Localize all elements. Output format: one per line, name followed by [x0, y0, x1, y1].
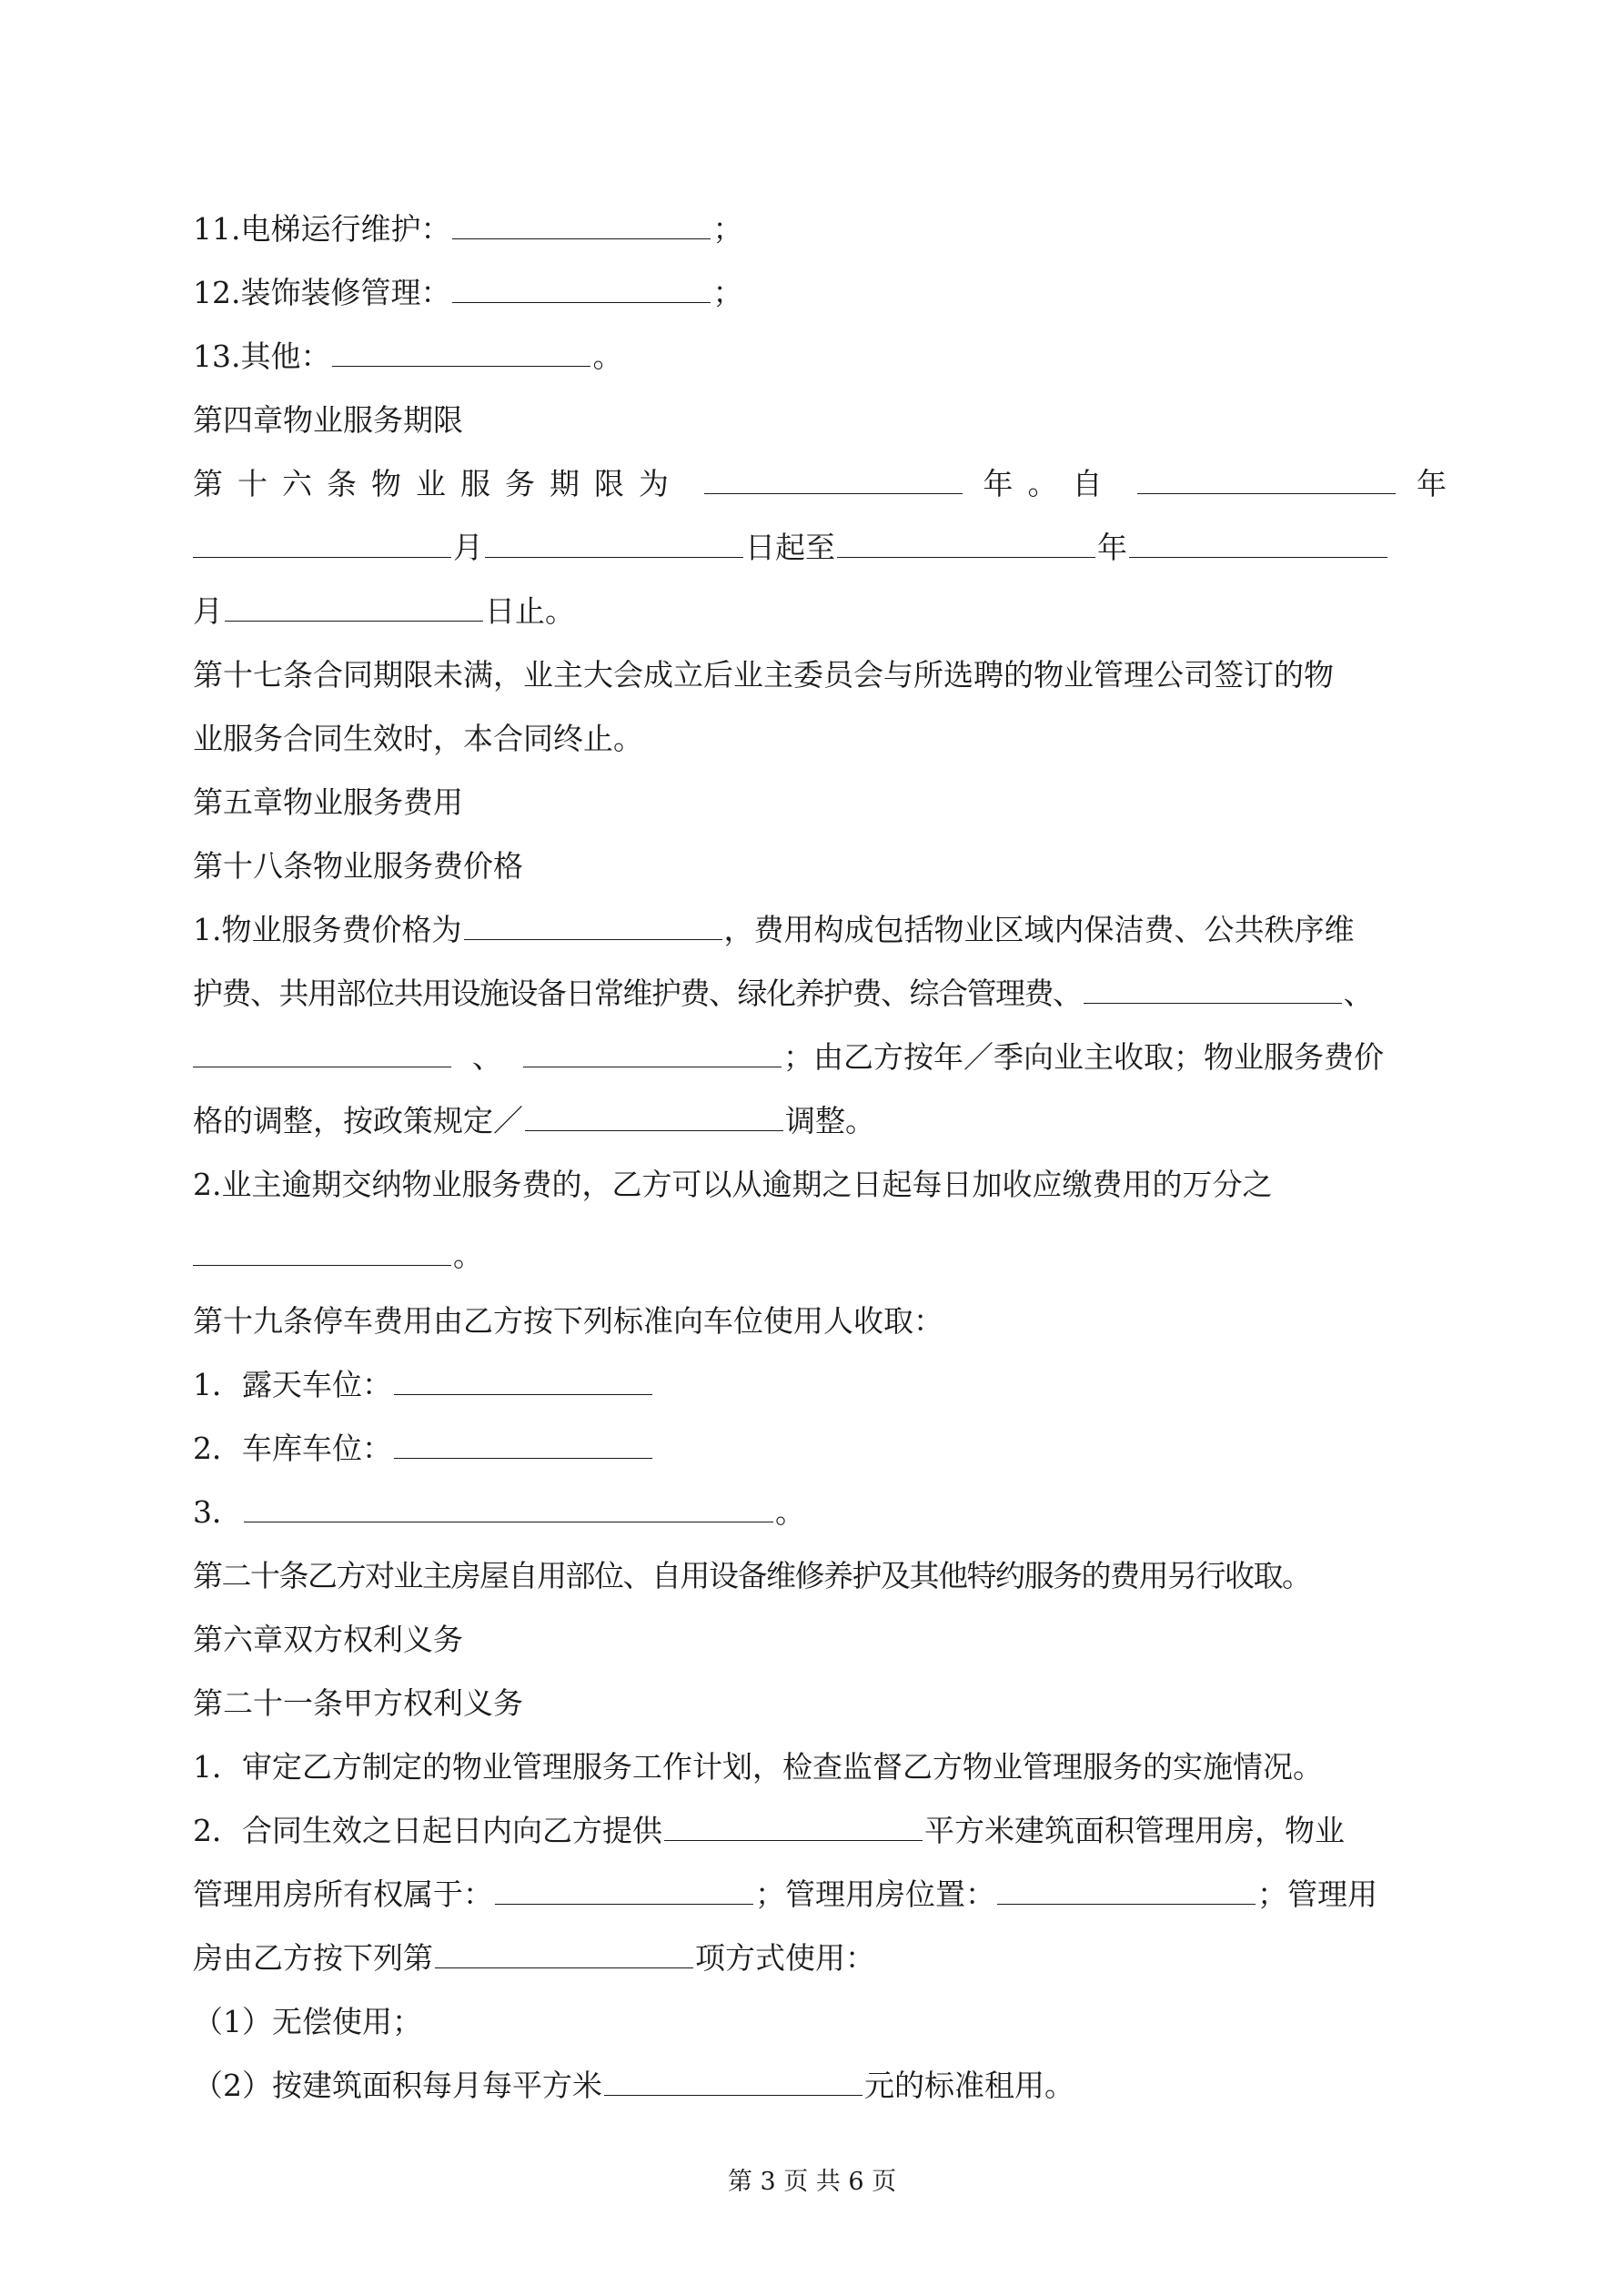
option-2: （2）按建筑面积每月每平方米 元的标准租用。 — [193, 2068, 1074, 2103]
blank-line[interactable] — [394, 1367, 652, 1395]
blank-line[interactable] — [525, 1103, 783, 1131]
option-1: （1）无偿使用； — [193, 2004, 422, 2039]
article-18-item-1-line-2: 护费、共用部位共用设施设备日常维护费、绿化养护费、综合管理费、 、 — [193, 976, 1374, 1011]
blank-line[interactable] — [1137, 466, 1396, 494]
article-18-item-2-line-1: 2.业主逾期交纳物业服务费的，乙方可以从逾期之日起每日加收应缴费用的万分之 — [193, 1167, 1273, 1202]
article-21-item-2-line-1: 2．合同生效之日起日内向乙方提供 平方米建筑面积管理用房，物业 — [193, 1813, 1345, 1848]
blank-line[interactable] — [485, 530, 743, 558]
chapter-5-heading: 第五章物业服务费用 — [193, 784, 463, 820]
parking-item-2: 2．车库车位： — [193, 1431, 1447, 1467]
blank-line[interactable] — [523, 1039, 782, 1067]
article-21-item-2-line-2: 管理用房所有权属于： ；管理用房位置： ；管理用 — [193, 1876, 1377, 1912]
article-17-line-2: 业服务合同生效时，本合同终止。 — [193, 721, 643, 756]
clause-11: 11.电梯运行维护： ； — [193, 211, 743, 247]
blank-line[interactable] — [604, 2068, 862, 2096]
chapter-4-heading: 第四章物业服务期限 — [193, 402, 463, 438]
page-number: 第 3 页 共 6 页 — [727, 2168, 897, 2196]
article-18-heading: 第十八条物业服务费价格 — [193, 848, 523, 884]
article-18-item-2-line-2: 。 — [193, 1238, 1447, 1274]
article-16-line-3: 月 日止。 — [193, 593, 575, 629]
blank-line[interactable] — [664, 1813, 923, 1841]
article-18-item-1-line-3: 、 ；由乙方按年／季向业主收取；物业服务费价 — [193, 1039, 1447, 1076]
blank-line[interactable] — [997, 1876, 1256, 1905]
blank-line[interactable] — [225, 593, 483, 622]
blank-line[interactable] — [495, 1876, 753, 1905]
blank-line[interactable] — [193, 1039, 451, 1067]
article-20: 第二十条乙方对业主房屋自用部位、自用设备维修养护及其他特约服务的费用另行收取。 — [193, 1558, 1311, 1593]
blank-line[interactable] — [193, 1238, 451, 1266]
parking-item-1: 1．露天车位： — [193, 1367, 1447, 1403]
article-18-item-1-line-4: 格的调整，按政策规定／ 调整。 — [193, 1103, 875, 1138]
clause-13: 13.其他： 。 — [193, 339, 623, 374]
chapter-6-heading: 第六章双方权利义务 — [193, 1622, 463, 1657]
blank-line[interactable] — [704, 466, 963, 494]
blank-line[interactable] — [452, 275, 711, 303]
blank-line[interactable] — [435, 1940, 693, 1968]
blank-line[interactable] — [244, 1494, 773, 1522]
blank-line[interactable] — [464, 912, 722, 940]
blank-line[interactable] — [837, 530, 1095, 558]
parking-item-3: 3． 。 — [193, 1494, 805, 1530]
blank-line[interactable] — [1084, 976, 1342, 1004]
article-18-item-1-line-1: 1.物业服务费价格为 ，费用构成包括物业区域内保洁费、公共秩序维 — [193, 912, 1355, 947]
article-19-heading: 第十九条停车费用由乙方按下列标准向车位使用人收取： — [193, 1303, 943, 1339]
article-17-line-1: 第十七条合同期限未满，业主大会成立后业主委员会与所选聘的物业管理公司签订的物 — [193, 657, 1334, 693]
article-16-line-1: 第十六条物业服务期限为 年。自 年 — [193, 466, 1447, 501]
blank-line[interactable] — [1129, 530, 1387, 558]
blank-line[interactable] — [332, 339, 590, 367]
clause-12: 12.装饰装修管理： ； — [193, 275, 743, 310]
blank-line[interactable] — [394, 1431, 652, 1459]
article-21-item-2-line-3: 房由乙方按下列第 项方式使用： — [193, 1940, 875, 1976]
blank-line[interactable] — [452, 211, 711, 239]
article-16-line-2: 月 日起至 年 — [193, 530, 1447, 566]
article-21-item-1: 1．审定乙方制定的物业管理服务工作计划，检查监督乙方物业管理服务的实施情况。 — [193, 1749, 1323, 1785]
article-21-heading: 第二十一条甲方权利义务 — [193, 1685, 523, 1721]
blank-line[interactable] — [193, 530, 451, 558]
